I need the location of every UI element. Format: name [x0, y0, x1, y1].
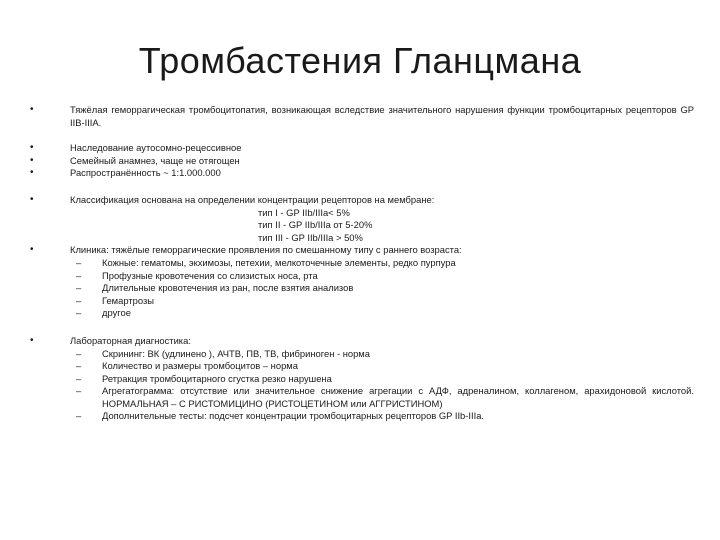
lab-item — [30, 335, 694, 348]
facts-block — [30, 142, 694, 180]
dash-icon: – — [76, 269, 82, 281]
dash-icon: – — [76, 347, 82, 359]
fact-text: Распространённость ~ 1:1.000.000 — [70, 167, 221, 179]
lab-subitem — [30, 385, 694, 410]
clinic-subitem-text: Профузные кровотечения со слизистых носа, рта — [102, 269, 318, 281]
classification-intro: Классификация основана на определении концентрации рецепторов на мембране: — [70, 193, 435, 205]
clinic-subitem — [30, 307, 694, 320]
bullet-icon: • — [30, 334, 34, 346]
fact-item — [30, 142, 694, 155]
dash-icon: – — [76, 360, 82, 372]
fact-item — [30, 167, 694, 180]
lab-subitem — [30, 360, 694, 373]
lab-subitem-text: Скрининг: ВК (удлинено ), АЧТВ, ПВ, ТВ, фибриноген - норма — [102, 347, 370, 359]
lab-subitem-text: Агрегатограмма: отсутствие или значительное снижение агрегации с АДФ, адреналином, коллагеном, арахидоновой кислотой. НОРМАЛЬНАЯ – С РИСТОМИЦИНО (РИСТОЦЕТИНОМ или АГГРИСТИНОМ) — [102, 385, 694, 409]
dash-icon: – — [76, 294, 82, 306]
fact-text: Наследование аутосомно-рецессивное — [70, 142, 242, 154]
lab-subitem — [30, 348, 694, 361]
fact-item — [30, 155, 694, 168]
clinic-block — [30, 244, 694, 320]
lab-subitem — [30, 373, 694, 386]
lab-subitem-text: Количество и размеры тромбоцитов – норма — [102, 360, 298, 372]
bullet-icon: • — [30, 104, 34, 115]
classification-type: тип I - GP IIb/IIIa< 5% — [258, 206, 350, 218]
dash-icon: – — [76, 372, 82, 384]
bullet-icon: • — [30, 142, 34, 154]
lab-subitem-text: Дополнительные тесты: подсчет концентрации тромбоцитарных рецепторов GP IIb-IIIa. — [102, 410, 485, 422]
slide-title: Тромбастения Гланцмана — [138, 40, 582, 81]
definition-text: Тяжёлая геморрагическая тромбоцитопатия, возникающая вследствие значительного нарушения функции тромбоцитарных рецепторов GP IIB-IIIA. — [70, 104, 694, 128]
classification-type: тип III - GP IIb/IIIa > 50% — [258, 231, 363, 243]
clinic-subitem-text: другое — [102, 307, 131, 319]
lab-block — [30, 335, 694, 423]
lab-subitem — [30, 410, 694, 423]
bullet-icon: • — [30, 193, 34, 205]
clinic-intro: Клиника: тяжёлые геморрагические проявления по смешанному типу с раннего возраста: — [70, 244, 462, 256]
lab-intro: Лабораторная диагностика: — [70, 334, 191, 346]
clinic-subitem-text: Гемартрозы — [102, 294, 154, 306]
classification-item — [30, 194, 694, 207]
clinic-subitem-text: Кожные: гематомы, экхимозы, петехии, мелкоточечные элементы, редко пурпура — [102, 256, 456, 268]
dash-icon: – — [76, 282, 82, 294]
clinic-item — [30, 244, 694, 257]
clinic-subitem — [30, 282, 694, 295]
dash-icon: – — [76, 256, 82, 268]
dash-icon: – — [76, 307, 82, 319]
bullet-icon: • — [30, 154, 34, 166]
dash-icon: – — [76, 410, 82, 422]
clinic-subitem — [30, 270, 694, 283]
fact-text: Семейный анамнез, чаще не отягощен — [70, 154, 240, 166]
definition-block — [30, 104, 694, 129]
clinic-subitem — [30, 257, 694, 270]
lab-subitem-text: Ретракция тромбоцитарного сгустка резко нарушена — [102, 372, 332, 384]
clinic-subitem-text: Длительные кровотечения из ран, после взятия анализов — [102, 282, 354, 294]
classification-type: тип II - GP IIb/IIIa от 5-20% — [258, 219, 373, 231]
definition-item — [30, 104, 694, 129]
dash-icon: – — [76, 385, 82, 397]
slide-content — [30, 104, 694, 423]
bullet-icon: • — [30, 167, 34, 179]
clinic-subitem — [30, 295, 694, 308]
bullet-icon: • — [30, 244, 34, 256]
classification-block — [30, 194, 694, 244]
